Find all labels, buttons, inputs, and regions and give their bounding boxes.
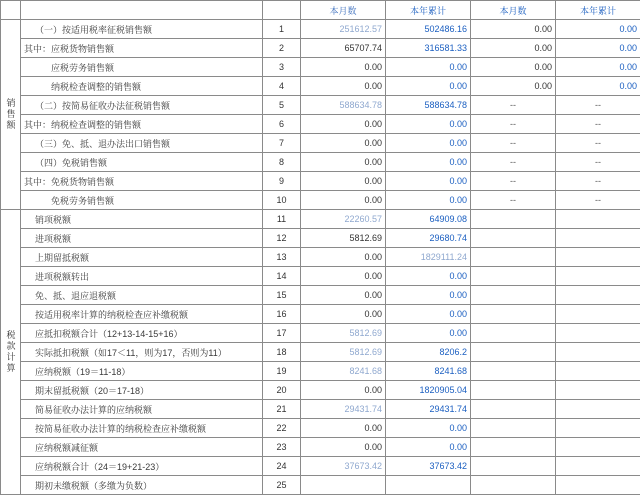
- row-line-number: 9: [263, 172, 301, 191]
- column-header-row: [1, 1, 640, 20]
- row-value-cell[interactable]: 0.00: [386, 115, 471, 134]
- row-line-number: 14: [263, 267, 301, 286]
- row-value-cell[interactable]: 0.00: [301, 286, 386, 305]
- row-item-label: 上期留抵税额: [21, 248, 263, 267]
- row-line-number: 16: [263, 305, 301, 324]
- table-row: [1, 343, 640, 362]
- row-value-cell[interactable]: [556, 362, 640, 381]
- table-row: [1, 191, 640, 210]
- row-value-cell[interactable]: 0.00: [386, 438, 471, 457]
- row-line-number: 22: [263, 419, 301, 438]
- row-value-cell[interactable]: --: [471, 172, 556, 191]
- row-value-cell[interactable]: 0.00: [386, 286, 471, 305]
- row-item-label: 进项税额: [21, 229, 263, 248]
- row-line-number: 8: [263, 153, 301, 172]
- row-line-number: 17: [263, 324, 301, 343]
- row-line-number: 15: [263, 286, 301, 305]
- row-value-cell[interactable]: 316581.33: [386, 39, 471, 58]
- row-value-cell[interactable]: [556, 400, 640, 419]
- table-row: [1, 400, 640, 419]
- row-value-cell[interactable]: 0.00: [301, 172, 386, 191]
- row-item-label: （一）按适用税率征税销售额: [21, 20, 263, 39]
- row-item-label: 应纳税额减征额: [21, 438, 263, 457]
- table-row: [1, 134, 640, 153]
- row-item-label: 按适用税率计算的纳税检查应补缴税额: [21, 305, 263, 324]
- row-line-number: 24: [263, 457, 301, 476]
- row-value-cell[interactable]: 0.00: [556, 58, 640, 77]
- row-line-number: 10: [263, 191, 301, 210]
- row-value-cell[interactable]: 0.00: [301, 134, 386, 153]
- row-value-cell[interactable]: 0.00: [471, 58, 556, 77]
- row-value-cell[interactable]: 0.00: [301, 381, 386, 400]
- row-value-cell[interactable]: 1820905.04: [386, 381, 471, 400]
- row-value-cell[interactable]: 0.00: [301, 191, 386, 210]
- table-row: [1, 457, 640, 476]
- table-row: [1, 362, 640, 381]
- table-row: [1, 324, 640, 343]
- table-row: [1, 438, 640, 457]
- row-line-number: 3: [263, 58, 301, 77]
- row-line-number: 12: [263, 229, 301, 248]
- row-item-label: 销项税额: [21, 210, 263, 229]
- row-value-cell[interactable]: [556, 248, 640, 267]
- row-value-cell[interactable]: --: [471, 153, 556, 172]
- row-value-cell[interactable]: [301, 476, 386, 495]
- row-value-cell[interactable]: [556, 476, 640, 495]
- row-value-cell[interactable]: 251612.57: [301, 20, 386, 39]
- row-value-cell[interactable]: 5812.69: [301, 324, 386, 343]
- row-item-label: 免税劳务销售额: [21, 191, 263, 210]
- row-item-label: 免、抵、退应退税额: [21, 286, 263, 305]
- row-value-cell[interactable]: [556, 381, 640, 400]
- row-value-cell[interactable]: [471, 229, 556, 248]
- row-value-cell[interactable]: 29431.74: [386, 400, 471, 419]
- row-value-cell[interactable]: --: [471, 191, 556, 210]
- row-value-cell[interactable]: [556, 438, 640, 457]
- table-row: [1, 419, 640, 438]
- header-spacer-line: [263, 1, 301, 20]
- row-value-cell[interactable]: 0.00: [301, 267, 386, 286]
- row-line-number: 6: [263, 115, 301, 134]
- row-value-cell[interactable]: 64909.08: [386, 210, 471, 229]
- row-line-number: 4: [263, 77, 301, 96]
- row-value-cell[interactable]: 0.00: [386, 324, 471, 343]
- row-line-number: 21: [263, 400, 301, 419]
- table-row: [1, 115, 640, 134]
- row-value-cell[interactable]: 0.00: [301, 419, 386, 438]
- row-value-cell[interactable]: [471, 419, 556, 438]
- row-value-cell[interactable]: [471, 267, 556, 286]
- table-row: [1, 39, 640, 58]
- row-item-label: 应税劳务销售额: [21, 58, 263, 77]
- row-value-cell[interactable]: [556, 305, 640, 324]
- row-value-cell[interactable]: --: [556, 96, 640, 115]
- row-item-label: 应纳税额（19＝11-18）: [21, 362, 263, 381]
- row-item-label: 纳税检查调整的销售额: [21, 77, 263, 96]
- row-value-cell[interactable]: --: [556, 115, 640, 134]
- row-value-cell[interactable]: 0.00: [556, 39, 640, 58]
- row-item-label: 应抵扣税额合计（12+13-14-15+16）: [21, 324, 263, 343]
- row-value-cell[interactable]: 0.00: [556, 77, 640, 96]
- row-value-cell[interactable]: 8241.68: [301, 362, 386, 381]
- row-line-number: 23: [263, 438, 301, 457]
- row-line-number: 11: [263, 210, 301, 229]
- table-row: [1, 172, 640, 191]
- row-value-cell[interactable]: 0.00: [386, 134, 471, 153]
- row-item-label: （二）按简易征收办法征税销售额: [21, 96, 263, 115]
- row-value-cell[interactable]: 0.00: [301, 115, 386, 134]
- row-value-cell[interactable]: 5812.69: [301, 229, 386, 248]
- row-value-cell[interactable]: [556, 324, 640, 343]
- row-line-number: 18: [263, 343, 301, 362]
- row-item-label: 其中：免税货物销售额: [21, 172, 263, 191]
- row-value-cell[interactable]: [471, 400, 556, 419]
- row-value-cell[interactable]: 65707.74: [301, 39, 386, 58]
- row-value-cell[interactable]: [471, 324, 556, 343]
- row-value-cell[interactable]: 0.00: [301, 305, 386, 324]
- row-value-cell[interactable]: --: [471, 115, 556, 134]
- row-line-number: 2: [263, 39, 301, 58]
- row-value-cell[interactable]: [556, 229, 640, 248]
- row-value-cell[interactable]: [471, 343, 556, 362]
- row-value-cell[interactable]: [471, 248, 556, 267]
- row-value-cell[interactable]: [471, 305, 556, 324]
- row-value-cell[interactable]: [556, 343, 640, 362]
- row-line-number: 13: [263, 248, 301, 267]
- row-value-cell[interactable]: 29680.74: [386, 229, 471, 248]
- table-row: [1, 153, 640, 172]
- row-value-cell[interactable]: 37673.42: [386, 457, 471, 476]
- row-value-cell[interactable]: 0.00: [386, 305, 471, 324]
- row-line-number: 19: [263, 362, 301, 381]
- row-value-cell[interactable]: 588634.78: [386, 96, 471, 115]
- row-value-cell[interactable]: --: [471, 96, 556, 115]
- row-value-cell[interactable]: [471, 362, 556, 381]
- row-item-label: 进项税额转出: [21, 267, 263, 286]
- row-item-label: （三）免、抵、退办法出口销售额: [21, 134, 263, 153]
- table-row: [1, 58, 640, 77]
- row-item-label: 按简易征收办法计算的纳税检查应补缴税额: [21, 419, 263, 438]
- row-value-cell[interactable]: 502486.16: [386, 20, 471, 39]
- row-value-cell[interactable]: [471, 286, 556, 305]
- row-line-number: 5: [263, 96, 301, 115]
- row-value-cell[interactable]: 0.00: [386, 172, 471, 191]
- row-value-cell[interactable]: [556, 457, 640, 476]
- row-group-label-sales: 销售额: [1, 20, 21, 210]
- table-row: [1, 229, 640, 248]
- row-value-cell[interactable]: 1829111.24: [386, 248, 471, 267]
- header-col-2: 本年累计: [386, 1, 471, 20]
- row-value-cell[interactable]: --: [556, 134, 640, 153]
- header-col-1: 本月数: [301, 1, 386, 20]
- row-value-cell[interactable]: 8206.2: [386, 343, 471, 362]
- row-value-cell[interactable]: [556, 419, 640, 438]
- row-item-label: 期初未缴税额（多缴为负数）: [21, 476, 263, 495]
- table-row: [1, 267, 640, 286]
- table-row: [1, 305, 640, 324]
- row-value-cell[interactable]: --: [556, 153, 640, 172]
- row-value-cell[interactable]: 5812.69: [301, 343, 386, 362]
- row-item-label: 期末留抵税额（20＝17-18）: [21, 381, 263, 400]
- row-value-cell[interactable]: --: [556, 191, 640, 210]
- row-value-cell[interactable]: 0.00: [301, 58, 386, 77]
- row-line-number: 7: [263, 134, 301, 153]
- row-value-cell[interactable]: 0.00: [301, 153, 386, 172]
- row-value-cell[interactable]: [556, 210, 640, 229]
- row-value-cell[interactable]: 0.00: [471, 77, 556, 96]
- row-value-cell[interactable]: --: [556, 172, 640, 191]
- row-value-cell[interactable]: 0.00: [471, 20, 556, 39]
- table-row: [1, 20, 640, 39]
- row-value-cell[interactable]: [471, 210, 556, 229]
- row-value-cell[interactable]: 0.00: [386, 77, 471, 96]
- row-value-cell[interactable]: [556, 267, 640, 286]
- row-value-cell[interactable]: 37673.42: [301, 457, 386, 476]
- row-value-cell[interactable]: 0.00: [471, 39, 556, 58]
- row-value-cell[interactable]: 0.00: [386, 267, 471, 286]
- row-value-cell[interactable]: [471, 381, 556, 400]
- table-row: [1, 210, 640, 229]
- header-col-4: 本年累计: [556, 1, 640, 20]
- header-col-3: 本月数: [471, 1, 556, 20]
- row-line-number: 25: [263, 476, 301, 495]
- row-item-label: 简易征收办法计算的应纳税额: [21, 400, 263, 419]
- row-value-cell[interactable]: [471, 438, 556, 457]
- row-item-label: 应纳税额合计（24＝19+21-23）: [21, 457, 263, 476]
- table-row: [1, 286, 640, 305]
- row-value-cell[interactable]: [386, 476, 471, 495]
- row-value-cell[interactable]: 0.00: [301, 248, 386, 267]
- row-value-cell[interactable]: 0.00: [301, 438, 386, 457]
- header-spacer-group: [1, 1, 21, 20]
- row-value-cell[interactable]: 22260.57: [301, 210, 386, 229]
- row-value-cell[interactable]: [471, 457, 556, 476]
- row-line-number: 20: [263, 381, 301, 400]
- row-item-label: 实际抵扣税额（如17＜11，则为17，否则为11）: [21, 343, 263, 362]
- row-value-cell[interactable]: 0.00: [386, 191, 471, 210]
- table-row: [1, 77, 640, 96]
- row-value-cell[interactable]: 0.00: [386, 58, 471, 77]
- table-row: [1, 381, 640, 400]
- row-group-label-tax: 税款计算: [1, 210, 21, 495]
- header-spacer-item: [21, 1, 263, 20]
- row-value-cell[interactable]: [556, 286, 640, 305]
- row-value-cell[interactable]: 8241.68: [386, 362, 471, 381]
- row-line-number: 1: [263, 20, 301, 39]
- row-value-cell[interactable]: --: [471, 134, 556, 153]
- row-item-label: 其中：应税货物销售额: [21, 39, 263, 58]
- table-row: [1, 248, 640, 267]
- row-item-label: （四）免税销售额: [21, 153, 263, 172]
- row-value-cell[interactable]: 0.00: [556, 20, 640, 39]
- row-value-cell[interactable]: 0.00: [386, 153, 471, 172]
- row-value-cell[interactable]: 588634.78: [301, 96, 386, 115]
- row-value-cell[interactable]: [471, 476, 556, 495]
- row-value-cell[interactable]: 29431.74: [301, 400, 386, 419]
- row-value-cell[interactable]: 0.00: [301, 77, 386, 96]
- table-row: [1, 476, 640, 495]
- table-row: [1, 96, 640, 115]
- row-item-label: 其中：纳税检查调整的销售额: [21, 115, 263, 134]
- row-value-cell[interactable]: 0.00: [386, 419, 471, 438]
